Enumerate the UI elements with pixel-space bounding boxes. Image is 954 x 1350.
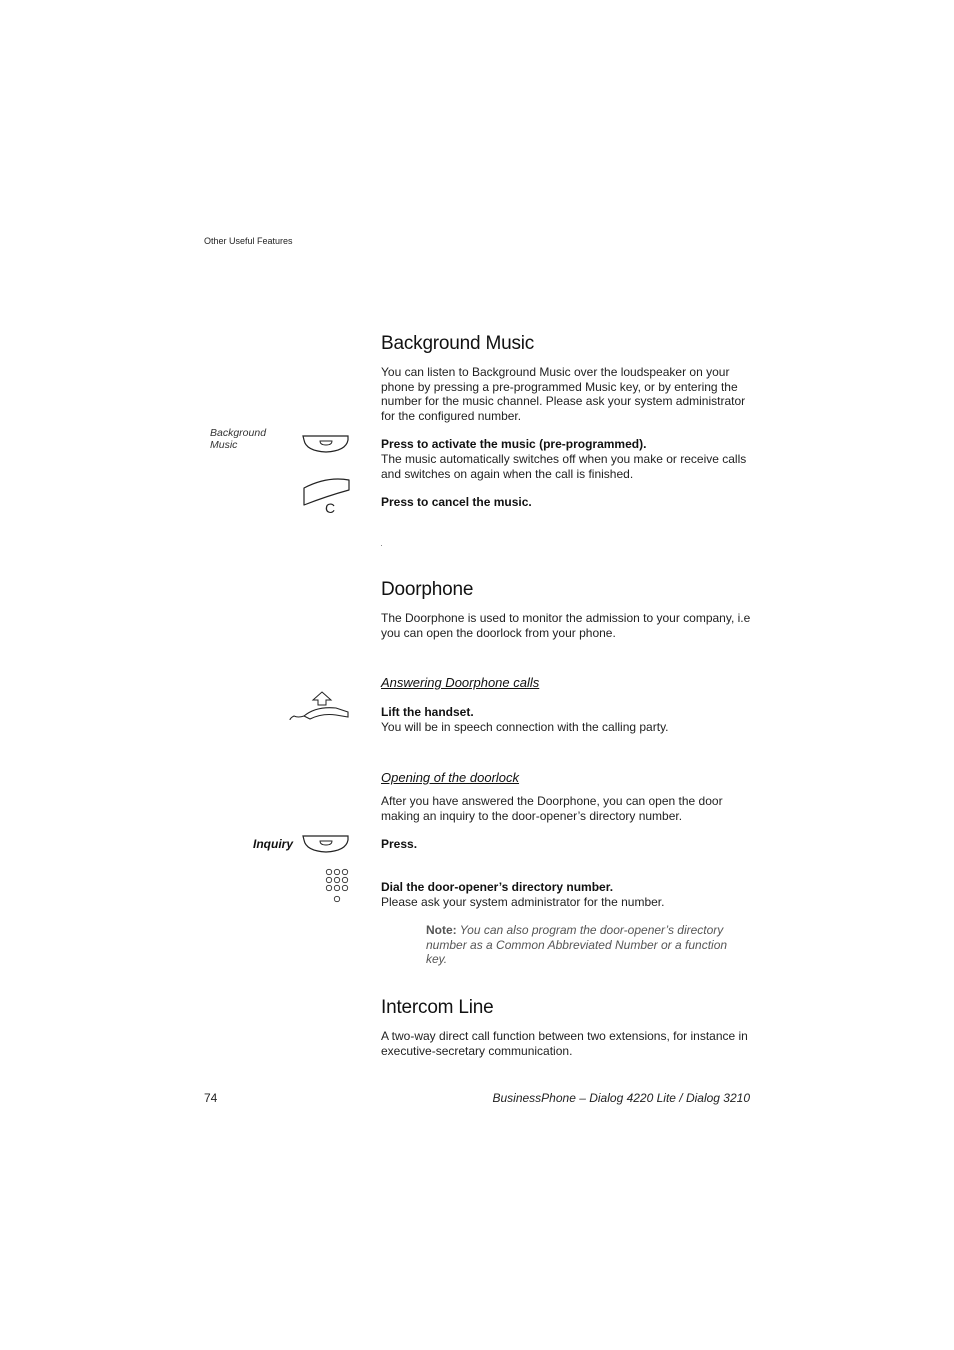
- keypad-icon: [324, 868, 352, 904]
- intercom-line-intro: A two-way direct call function between two extensions, for instance in executive-secretary communication.: [381, 1029, 748, 1058]
- note-text: You can also program the door-opener’s directory number as a Common Abbreviated Number or a function key.: [426, 923, 728, 967]
- doorphone-title: Doorphone: [381, 579, 474, 600]
- background-music-title: Background Music: [381, 333, 535, 354]
- inquiry-key-label: Inquiry: [253, 837, 294, 851]
- product-name: BusinessPhone – Dialog 4220 Lite / Dialog 3210: [492, 1091, 750, 1105]
- inquiry-key-icon: [302, 834, 350, 854]
- cancel-music-instruction: Press to cancel the music.: [381, 495, 532, 509]
- stray-dot: [381, 545, 382, 546]
- background-music-key-label: Background Music: [210, 427, 267, 451]
- note-block: [426, 923, 751, 967]
- note-label: Note:: [426, 923, 457, 937]
- opening-doorlock-heading: Opening of the doorlock: [381, 770, 520, 785]
- programmable-key-icon: [302, 434, 350, 454]
- doorphone-intro: The Doorphone is used to monitor the admission to your company, i.e you can open the doorlock from your phone.: [381, 611, 751, 640]
- page-number: 74: [204, 1091, 218, 1105]
- answering-doorphone-heading: Answering Doorphone calls: [381, 675, 540, 690]
- activate-music-detail: The music automatically switches off when you make or receive calls and switches on again when the call is finished.: [381, 452, 747, 481]
- press-inquiry-instruction: Press.: [381, 837, 418, 851]
- lift-handset-detail: You will be in speech connection with the calling party.: [381, 720, 669, 734]
- lift-handset-instruction: Lift the handset.: [381, 705, 474, 719]
- dial-number-detail: Please ask your system administrator for the number.: [381, 895, 665, 909]
- background-music-intro: You can listen to Background Music over the loudspeaker on your phone by pressing a pre-programmed Music key, or by entering the number for the music channel. Please ask your system administrator for the configured number.: [381, 365, 746, 423]
- clear-key-letter: C: [325, 500, 336, 516]
- dial-number-instruction: Dial the door-opener’s directory number.: [381, 880, 614, 894]
- lift-handset-icon: [288, 690, 352, 724]
- intercom-line-title: Intercom Line: [381, 997, 494, 1018]
- running-header: Other Useful Features: [204, 236, 293, 246]
- opening-doorlock-intro: After you have answered the Doorphone, you can open the door making an inquiry to the door-opener’s directory number.: [381, 794, 723, 823]
- activate-music-instruction: Press to activate the music (pre-programmed).: [381, 437, 647, 451]
